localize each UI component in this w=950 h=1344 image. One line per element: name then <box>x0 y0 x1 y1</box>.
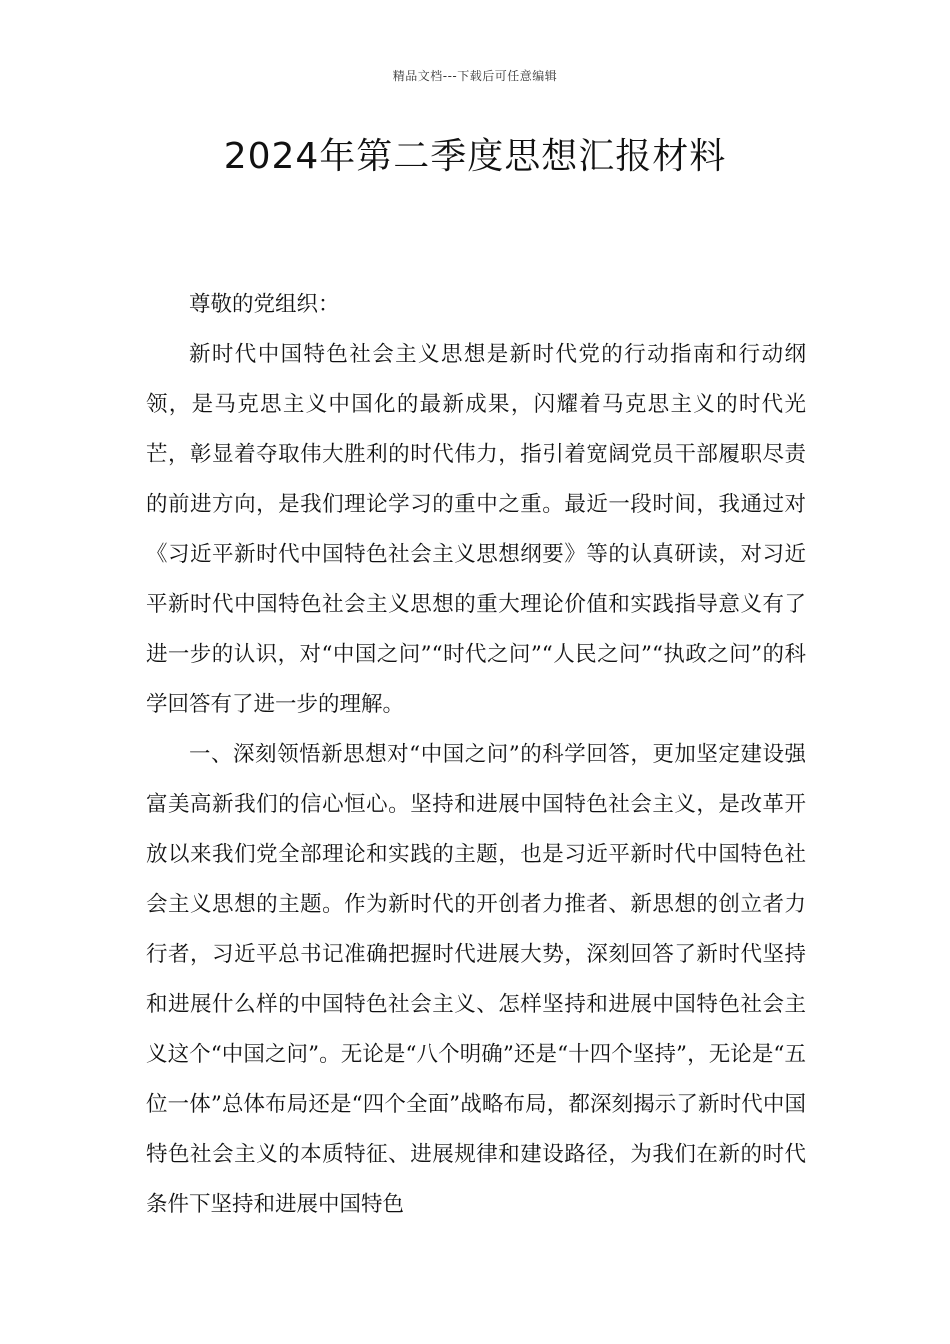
paragraph-section-one: 一、深刻领悟新思想对“中国之问”的科学回答，更加坚定建设强富美高新我们的信心恒心。坚持和进展中国特色社会主义，是改革开放以来我们党全部理论和实践的主题，也是习近平新时代中国特色社会主义思想的主题。作为新时代的开创者力推者、新思想的创立者力行者，习近平总书记准确把握时代进展大势，深刻回答了新时代坚持和进展什么样的中国特色社会主义、怎样坚持和进展中国特色社会主义这个“中国之问”。无论是“八个明确”还是“十四个坚持”，无论是“五位一体”总体布局还是“四个全面”战略布局，都深刻揭示了新时代中国特色社会主义的本质特征、进展规律和建设路径，为我们在新的时代条件下坚持和进展中国特色 <box>146 742 806 1217</box>
paragraph-intro: 新时代中国特色社会主义思想是新时代党的行动指南和行动纲领，是马克思主义中国化的最新成果，闪耀着马克思主义的时代光芒，彰显着夺取伟大胜利的时代伟力，指引着宽阔党员干部履职尽责的前进方向，是我们理论学习的重中之重。最近一段时间，我通过对《习近平新时代中国特色社会主义思想纲要》等的认真研读，对习近平新时代中国特色社会主义思想的重大理论价值和实践指导意义有了进一步的认识，对“中国之问”“时代之问”“人民之问”“执政之问”的科学回答有了进一步的理解。 <box>146 342 806 717</box>
salutation: 尊敬的党组织： <box>189 292 340 317</box>
header-note: 精品文档---下载后可任意编辑 <box>392 69 558 83</box>
document-title: 2024年第二季度思想汇报材料 <box>223 136 727 177</box>
document-body <box>146 280 806 1230</box>
